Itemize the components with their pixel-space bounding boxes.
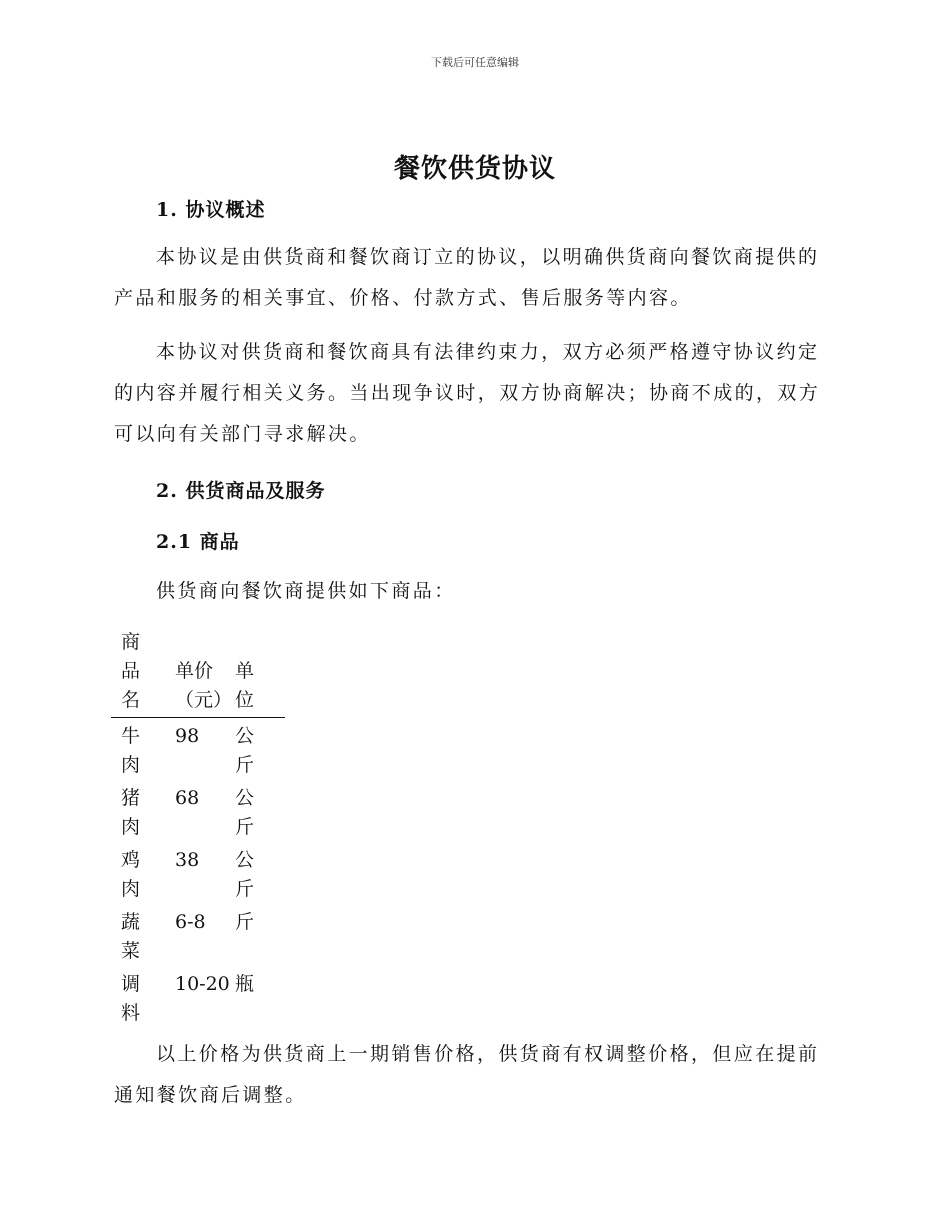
goods-cell-name: 牛肉 bbox=[121, 725, 141, 776]
goods-cell-price: 38 bbox=[175, 849, 200, 871]
goods-cell-price: 68 bbox=[175, 787, 200, 809]
goods-table-header-row bbox=[111, 628, 285, 718]
table-row bbox=[111, 718, 285, 781]
table-row bbox=[111, 780, 285, 842]
goods-cell-unit: 斤 bbox=[235, 911, 255, 933]
goods-cell-price: 6-8 bbox=[175, 911, 206, 933]
goods-cell-name: 猪肉 bbox=[121, 787, 141, 838]
goods-cell-name: 鸡肉 bbox=[121, 849, 141, 900]
table-row bbox=[111, 966, 285, 1028]
section-2-heading: 2. 供货商品及服务 bbox=[156, 480, 326, 502]
goods-cell-unit: 瓶 bbox=[235, 973, 255, 995]
goods-cell-price: 10-20 bbox=[175, 973, 230, 995]
goods-cell-name: 蔬菜 bbox=[121, 911, 141, 962]
goods-header-name: 商品名 bbox=[111, 628, 153, 718]
section-1-heading: 1. 协议概述 bbox=[156, 199, 266, 221]
document-title: 餐饮供货协议 bbox=[393, 154, 556, 184]
section-1-paragraph-1: 本协议是由供货商和餐饮商订立的协议，以明确供货商向餐饮商提供的产品和服务的相关事宜、价格、付款方式、售后服务等内容。 bbox=[114, 246, 820, 309]
goods-cell-unit: 公斤 bbox=[235, 849, 255, 900]
goods-cell-unit: 公斤 bbox=[235, 787, 255, 838]
section-2-1-heading: 2.1 商品 bbox=[156, 531, 240, 553]
section-1-paragraph-2: 本协议对供货商和餐饮商具有法律约束力，双方必须严格遵守协议约定的内容并履行相关义务。当出现争议时，双方协商解决；协商不成的，双方可以向有关部门寻求解决。 bbox=[114, 341, 821, 445]
price-adjustment-note: 以上价格为供货商上一期销售价格，供货商有权调整价格，但应在提前通知餐饮商后调整。 bbox=[114, 1043, 820, 1106]
table-row bbox=[111, 904, 285, 966]
goods-cell-unit: 公斤 bbox=[235, 725, 255, 776]
goods-table bbox=[111, 628, 285, 1028]
goods-header-unit: 单位 bbox=[233, 628, 285, 718]
table-row bbox=[111, 842, 285, 904]
page-header-note: 下载后可任意编辑 bbox=[431, 56, 519, 69]
goods-cell-price: 98 bbox=[175, 725, 200, 747]
goods-cell-name: 调料 bbox=[121, 973, 141, 1024]
goods-intro: 供货商向餐饮商提供如下商品： bbox=[156, 580, 456, 602]
goods-header-price: 单价（元） bbox=[153, 628, 233, 718]
